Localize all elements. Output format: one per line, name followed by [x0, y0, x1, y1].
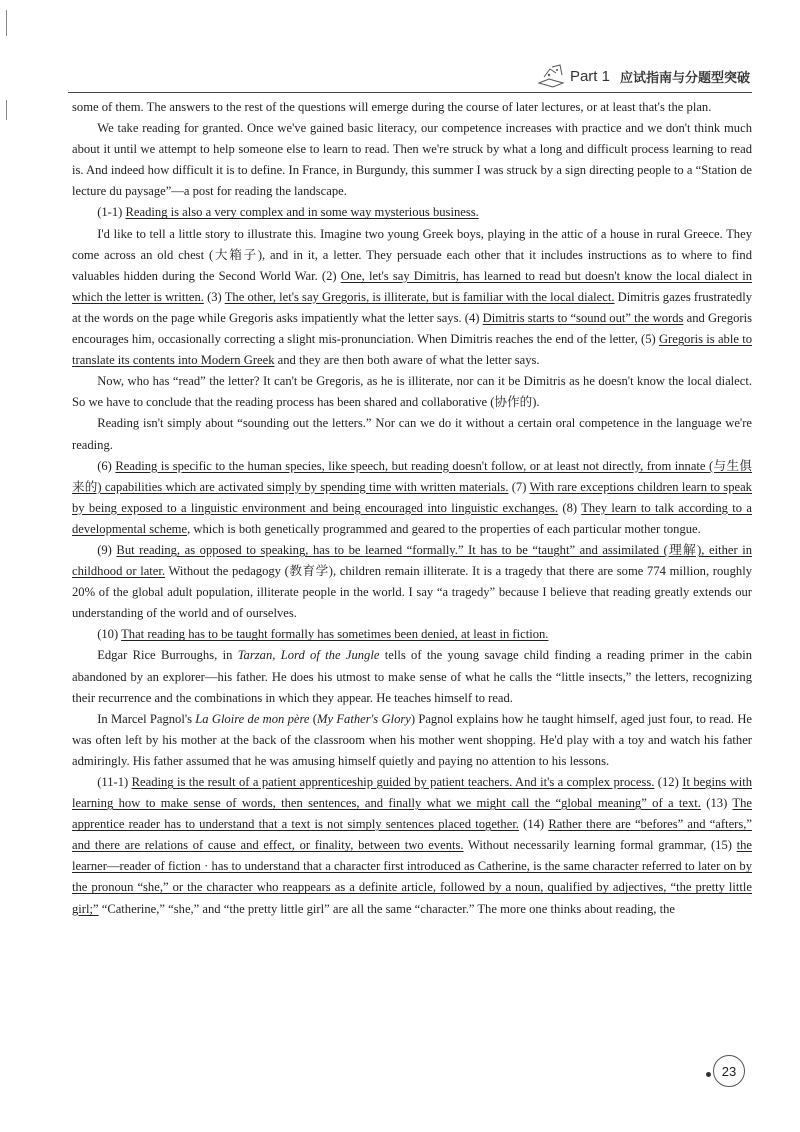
- text-segment: tells of the young savage child finding a reading primer in the cabin abandoned by an explorer—his father. He does his utmost to make sense of what he calls the “little insects,” the letters, recognizing their recurrence and the combinations in which they appear. He teaches himself to read.: [72, 648, 753, 705]
- body-text: [72, 97, 752, 920]
- header-part: Part 1: [569, 67, 610, 85]
- paragraph: [72, 97, 752, 118]
- text-segment: I'd like to tell a little story to illustrate this. Imagine two young Greek boys, playing in the attic of a house in rural Greece. They come across an old chest (大箱子), and in it, a letter. They persuade each other that it includes instructions as to where to find valuables hidden during the Second World War. (2): [72, 226, 752, 283]
- text-segment: Without the pedagogy (教育学), children remain illiterate. It is a tragedy that there are some 774 million, roughly 20% of the global adult population, illiterate people in the world. I say “a tragedy” because I believe that reading greatly extends our understanding of the world and of ourselves.: [72, 564, 752, 621]
- text-segment: Now, who has “read” the letter? It can't be Gregoris, as he is illiterate, nor can it be Dimitris as he doesn't know the local dialect. So we have to conclude that the reading process has been shared and collaborative (协作的).: [72, 374, 752, 410]
- page-number: [713, 1055, 745, 1087]
- paragraph: [72, 371, 752, 413]
- text-segment: (11-1): [97, 775, 132, 789]
- text-segment: Edgar Rice Burroughs, in: [97, 648, 238, 663]
- paragraph: [72, 540, 752, 624]
- text-segment: ) Pagnol explains how he taught himself, aged just four, to read. He was often left by his mother at the back of the classroom when his mother went shopping. He'd play with a toy and watch his father admiringly. His father assumed that he was amusing himself quietly and paying no attention to his lessons.: [72, 711, 753, 768]
- paragraph: [72, 645, 752, 708]
- text-segment: (6): [97, 458, 116, 473]
- paragraph: [72, 413, 752, 455]
- text-segment: ,: [272, 648, 281, 663]
- running-header: [536, 62, 750, 90]
- paragraph: [72, 709, 752, 772]
- italic-title: Tarzan: [237, 648, 273, 663]
- underlined-sentence: That reading has to be taught formally has sometimes been denied, at least in fiction.: [121, 627, 549, 642]
- paragraph: [72, 624, 752, 645]
- text-segment: (12): [654, 775, 683, 789]
- text-segment: “Catherine,” “she,” and “the pretty little girl” are all the same “character.” The more one thinks about reading, the: [98, 901, 675, 916]
- underlined-sentence: Reading is specific to the human species, like speech, but reading doesn't follow, or at least not directly, from innate (与生俱来的) capabilities which are activated simply by spending time with written materials.: [72, 458, 752, 494]
- underlined-sentence: The other, let's say Gregoris, is illiterate, but is familiar with the local dialect.: [224, 289, 615, 304]
- text-segment: and Gregoris encourages him, occasionally correcting a slight mis-pronunciation. When Dimitris reaches the end of the letter, (5): [72, 310, 753, 347]
- text-segment: (3): [203, 289, 225, 304]
- underlined-sentence: One, let's say Dimitris, has learned to read but doesn't know the local dialect in which the letter is written.: [72, 268, 752, 304]
- underlined-sentence: The apprentice reader has to understand that a text is not simply sentences placed together.: [72, 796, 752, 832]
- text-segment: (9): [97, 542, 117, 557]
- page-number-text: 23: [721, 1063, 737, 1079]
- paragraph: [72, 224, 752, 372]
- text-segment: In Marcel Pagnol's: [97, 711, 196, 726]
- italic-title: My Father's Glory: [317, 711, 411, 726]
- text-segment: (14): [518, 817, 549, 832]
- underlined-sentence: Gregoris is able to translate its contents into Modern Greek: [72, 332, 752, 368]
- text-segment: Without necessarily learning formal grammar, (15): [463, 838, 737, 853]
- italic-title: La Gloire de mon père: [195, 711, 310, 726]
- book-logo-icon: [536, 63, 566, 89]
- text-segment: (: [309, 711, 317, 726]
- text-segment: Reading isn't simply about “sounding out the letters.” Nor can we do it without a certain oral competence in the language we're reading.: [72, 416, 752, 452]
- underlined-sentence: But reading, as opposed to speaking, has to be learned “formally.” It has to be “taught” and assimilated (理解), either in childhood or later.: [72, 542, 752, 579]
- underlined-sentence: It begins with learning how to make sense of words, then sentences, and finally what we might call the “global meaning” of a text.: [72, 775, 752, 811]
- header-rule: [68, 92, 752, 93]
- text-segment: some of them. The answers to the rest of the questions will emerge during the course of later lectures, or at least that's the plan.: [72, 100, 712, 114]
- header-title: 应试指南与分题型突破: [619, 70, 750, 86]
- underlined-sentence: They learn to talk according to a developmental scheme: [72, 500, 752, 536]
- underlined-sentence: Rather there are “befores” and “afters,” and there are relations of cause and effect, or finality, between two events.: [72, 817, 753, 853]
- paragraph: [72, 202, 752, 223]
- text-segment: (10): [97, 627, 122, 642]
- paragraph: [72, 118, 752, 202]
- text-segment: We take reading for granted. Once we've gained basic literacy, our competence increases with practice and we don't think much about it until we attempt to help someone else to learn to read. Then we're struck by what a long and difficult process learning to read is. And indeed how difficult it is to define. In France, in Burgundy, this summer I was struck by a sign directing people to a “Station de lecture du paysage”—a post for reading the landscape.: [72, 121, 752, 199]
- text-segment: and they are then both aware of what the letter says.: [274, 353, 540, 368]
- text-segment: (7): [508, 479, 530, 494]
- underlined-sentence: the learner—reader of fiction · has to understand that a character first introduced as Catherine, is the same character referred to later on by the pronoun “she,” or the character who reappears as a definite article, followed by a noun, qualified by adjectives, “the pretty little girl;”: [72, 838, 752, 916]
- text-segment: Dimitris gazes frustratedly at the words on the page while Gregoris asks impatiently what the letter says. (4): [72, 289, 752, 325]
- paragraph: [72, 772, 752, 920]
- text-segment: (8): [558, 500, 582, 515]
- margin-mark: [6, 10, 7, 36]
- text-segment: , which is both genetically programmed and geared to the properties of each particular mother tongue.: [187, 521, 701, 536]
- paragraph: [72, 456, 752, 540]
- underlined-sentence: Dimitris starts to “sound out” the words: [482, 310, 684, 325]
- italic-title: Lord of the Jungle: [280, 648, 380, 663]
- margin-mark: [6, 100, 7, 120]
- text-segment: (13): [700, 796, 733, 811]
- page-dot: [706, 1072, 711, 1077]
- text-segment: (1-1): [97, 205, 126, 220]
- underlined-sentence: Reading is also a very complex and in some way mysterious business.: [125, 205, 479, 220]
- underlined-sentence: Reading is the result of a patient apprenticeship guided by patient teachers. And it's a complex process.: [131, 775, 655, 789]
- underlined-sentence: With rare exceptions children learn to speak by being exposed to a linguistic environment and being encouraged into linguistic exchanges.: [72, 479, 752, 515]
